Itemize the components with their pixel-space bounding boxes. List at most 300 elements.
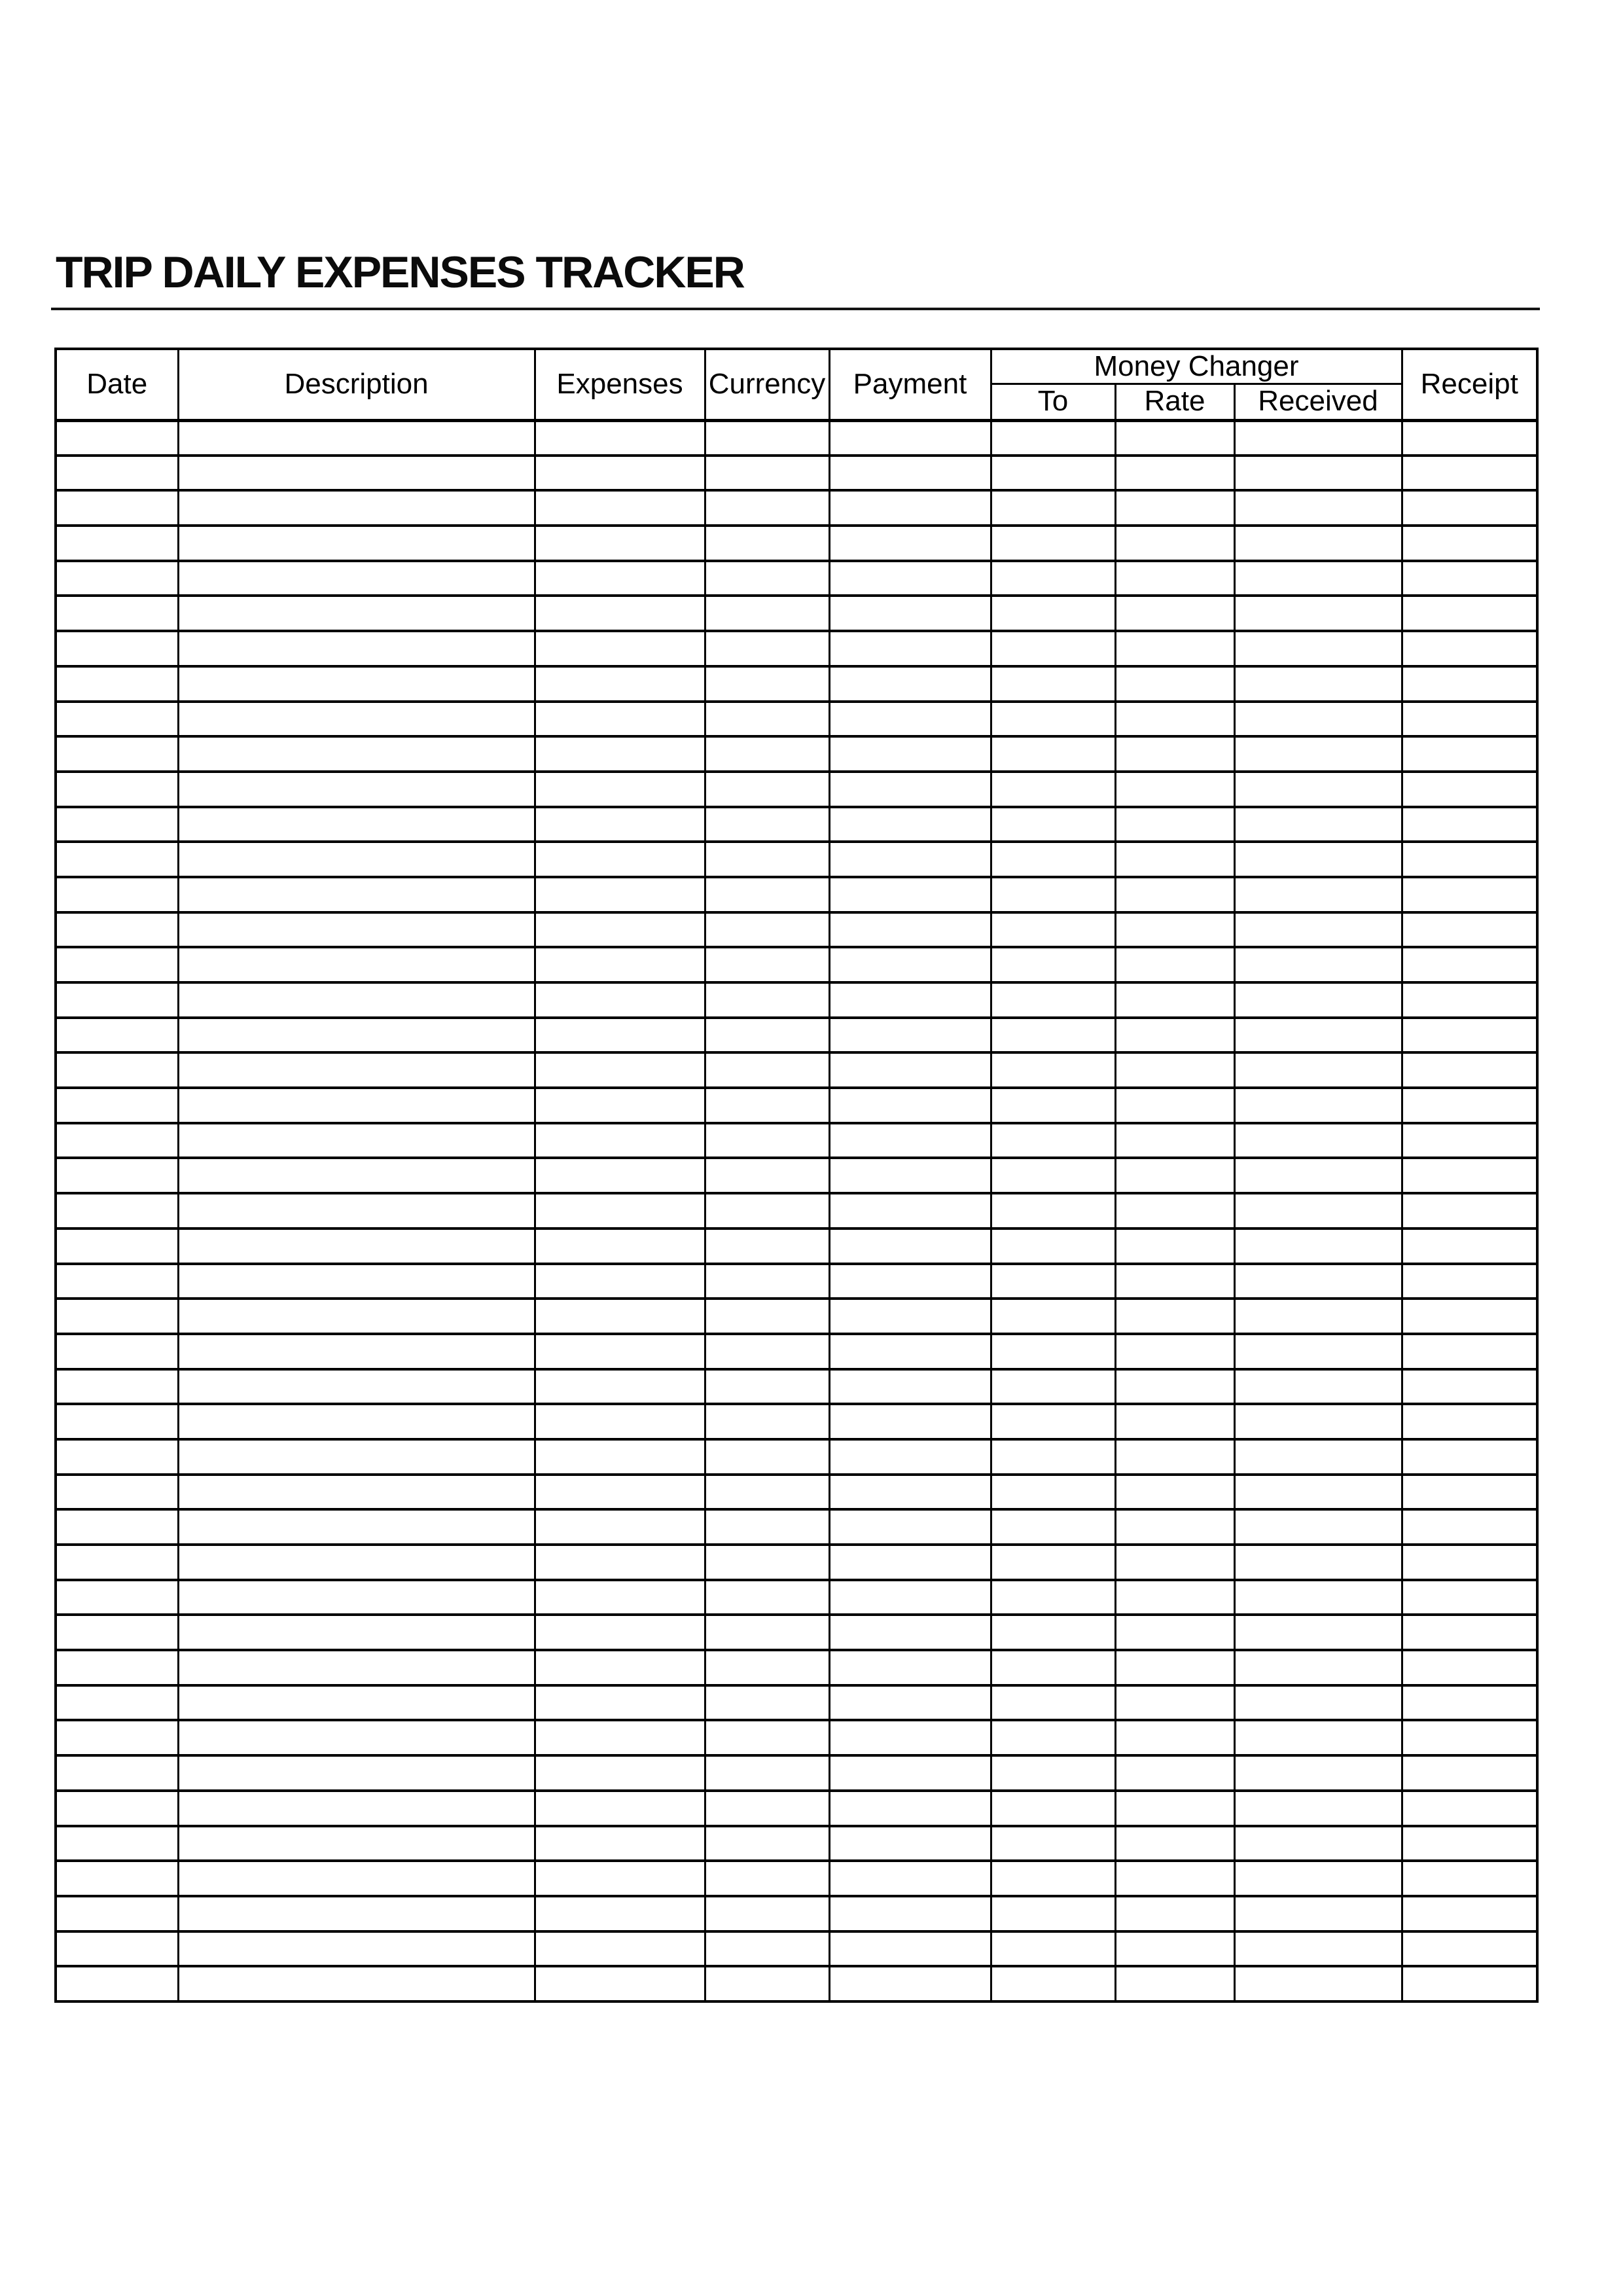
cell-currency — [705, 1123, 829, 1158]
cell-currency — [705, 807, 829, 842]
cell-expenses — [535, 947, 705, 982]
table-row — [56, 1299, 1537, 1334]
cell-rate — [1115, 561, 1234, 596]
cell-to — [991, 1018, 1115, 1053]
cell-currency — [705, 526, 829, 561]
cell-payment — [829, 1264, 991, 1299]
cell-rate — [1115, 1791, 1234, 1826]
cell-to — [991, 420, 1115, 456]
cell-payment — [829, 1193, 991, 1229]
cell-rate — [1115, 1404, 1234, 1439]
cell-expenses — [535, 456, 705, 491]
cell-currency — [705, 456, 829, 491]
cell-rate — [1115, 420, 1234, 456]
cell-received — [1234, 912, 1402, 948]
table-row — [56, 1755, 1537, 1791]
cell-expenses — [535, 1826, 705, 1861]
cell-received — [1234, 1052, 1402, 1088]
cell-currency — [705, 702, 829, 737]
cell-to — [991, 490, 1115, 526]
cell-expenses — [535, 1229, 705, 1264]
cell-date — [56, 1580, 178, 1615]
cell-payment — [829, 1229, 991, 1264]
cell-date — [56, 1755, 178, 1791]
cell-currency — [705, 666, 829, 702]
cell-currency — [705, 490, 829, 526]
cell-currency — [705, 1931, 829, 1967]
cell-expenses — [535, 842, 705, 877]
cell-description — [178, 420, 535, 456]
col-header-receipt: Receipt — [1402, 349, 1537, 420]
cell-receipt — [1402, 1439, 1537, 1475]
cell-receipt — [1402, 1826, 1537, 1861]
cell-date — [56, 1299, 178, 1334]
cell-currency — [705, 1545, 829, 1580]
cell-received — [1234, 1931, 1402, 1967]
cell-date — [56, 1439, 178, 1475]
cell-receipt — [1402, 1158, 1537, 1193]
cell-rate — [1115, 666, 1234, 702]
table-row — [56, 631, 1537, 666]
cell-receipt — [1402, 1299, 1537, 1334]
cell-expenses — [535, 1580, 705, 1615]
cell-date — [56, 1896, 178, 1931]
cell-date — [56, 982, 178, 1018]
cell-rate — [1115, 1650, 1234, 1685]
cell-rate — [1115, 1193, 1234, 1229]
table-row — [56, 1193, 1537, 1229]
cell-payment — [829, 1475, 991, 1510]
cell-currency — [705, 1264, 829, 1299]
cell-receipt — [1402, 1861, 1537, 1896]
cell-payment — [829, 982, 991, 1018]
cell-date — [56, 596, 178, 631]
table-row — [56, 1439, 1537, 1475]
cell-rate — [1115, 736, 1234, 772]
cell-receipt — [1402, 1650, 1537, 1685]
cell-receipt — [1402, 1369, 1537, 1405]
cell-currency — [705, 877, 829, 912]
cell-to — [991, 1826, 1115, 1861]
cell-description — [178, 1931, 535, 1967]
cell-description — [178, 1264, 535, 1299]
cell-received — [1234, 1123, 1402, 1158]
col-header-to: To — [991, 384, 1115, 420]
cell-currency — [705, 772, 829, 807]
cell-rate — [1115, 1826, 1234, 1861]
cell-currency — [705, 842, 829, 877]
cell-date — [56, 1861, 178, 1896]
cell-to — [991, 456, 1115, 491]
cell-currency — [705, 1650, 829, 1685]
cell-payment — [829, 702, 991, 737]
cell-currency — [705, 1088, 829, 1123]
cell-received — [1234, 1580, 1402, 1615]
cell-received — [1234, 702, 1402, 737]
cell-to — [991, 947, 1115, 982]
cell-date — [56, 490, 178, 526]
table-row — [56, 1685, 1537, 1721]
cell-description — [178, 1650, 535, 1685]
cell-date — [56, 1193, 178, 1229]
cell-expenses — [535, 1369, 705, 1405]
cell-to — [991, 1264, 1115, 1299]
cell-receipt — [1402, 456, 1537, 491]
cell-rate — [1115, 1861, 1234, 1896]
cell-received — [1234, 1475, 1402, 1510]
col-header-rate: Rate — [1115, 384, 1234, 420]
cell-to — [991, 1404, 1115, 1439]
cell-to — [991, 1475, 1115, 1510]
cell-receipt — [1402, 1791, 1537, 1826]
cell-receipt — [1402, 702, 1537, 737]
cell-received — [1234, 1545, 1402, 1580]
cell-description — [178, 1369, 535, 1405]
cell-date — [56, 1018, 178, 1053]
cell-payment — [829, 1966, 991, 2001]
cell-rate — [1115, 1931, 1234, 1967]
cell-rate — [1115, 596, 1234, 631]
table-row — [56, 736, 1537, 772]
cell-currency — [705, 1720, 829, 1755]
cell-description — [178, 947, 535, 982]
col-header-money-changer: Money Changer — [991, 349, 1402, 384]
cell-receipt — [1402, 1755, 1537, 1791]
cell-expenses — [535, 912, 705, 948]
cell-expenses — [535, 1404, 705, 1439]
cell-date — [56, 1158, 178, 1193]
table-row — [56, 1861, 1537, 1896]
cell-receipt — [1402, 1966, 1537, 2001]
table-row — [56, 1966, 1537, 2001]
cell-expenses — [535, 1264, 705, 1299]
cell-payment — [829, 1509, 991, 1545]
cell-description — [178, 1334, 535, 1369]
table-row — [56, 1088, 1537, 1123]
cell-received — [1234, 1861, 1402, 1896]
table-row — [56, 982, 1537, 1018]
cell-expenses — [535, 1509, 705, 1545]
cell-date — [56, 1650, 178, 1685]
cell-expenses — [535, 1052, 705, 1088]
cell-payment — [829, 1580, 991, 1615]
table-row — [56, 1404, 1537, 1439]
cell-to — [991, 1545, 1115, 1580]
cell-receipt — [1402, 1123, 1537, 1158]
cell-description — [178, 877, 535, 912]
cell-to — [991, 1158, 1115, 1193]
cell-currency — [705, 1052, 829, 1088]
cell-payment — [829, 1299, 991, 1334]
cell-received — [1234, 1439, 1402, 1475]
cell-date — [56, 1088, 178, 1123]
cell-expenses — [535, 631, 705, 666]
cell-rate — [1115, 1018, 1234, 1053]
cell-to — [991, 772, 1115, 807]
table-row — [56, 912, 1537, 948]
cell-description — [178, 1685, 535, 1721]
cell-receipt — [1402, 1509, 1537, 1545]
cell-currency — [705, 912, 829, 948]
cell-expenses — [535, 1650, 705, 1685]
cell-rate — [1115, 1475, 1234, 1510]
cell-receipt — [1402, 1018, 1537, 1053]
cell-currency — [705, 1475, 829, 1510]
cell-expenses — [535, 1755, 705, 1791]
cell-to — [991, 842, 1115, 877]
cell-description — [178, 807, 535, 842]
cell-description — [178, 982, 535, 1018]
cell-received — [1234, 1720, 1402, 1755]
cell-date — [56, 772, 178, 807]
cell-rate — [1115, 526, 1234, 561]
cell-date — [56, 526, 178, 561]
cell-payment — [829, 772, 991, 807]
cell-date — [56, 1369, 178, 1405]
table-row — [56, 420, 1537, 456]
cell-description — [178, 842, 535, 877]
cell-receipt — [1402, 1334, 1537, 1369]
table-row — [56, 772, 1537, 807]
cell-date — [56, 1404, 178, 1439]
cell-received — [1234, 1791, 1402, 1826]
cell-received — [1234, 1088, 1402, 1123]
cell-received — [1234, 947, 1402, 982]
cell-expenses — [535, 877, 705, 912]
cell-date — [56, 456, 178, 491]
cell-to — [991, 1052, 1115, 1088]
cell-received — [1234, 1966, 1402, 2001]
cell-received — [1234, 1755, 1402, 1791]
cell-description — [178, 1545, 535, 1580]
table-row — [56, 1896, 1537, 1931]
cell-to — [991, 1580, 1115, 1615]
cell-to — [991, 1439, 1115, 1475]
cell-description — [178, 561, 535, 596]
cell-received — [1234, 982, 1402, 1018]
cell-description — [178, 1475, 535, 1510]
cell-date — [56, 1685, 178, 1721]
cell-received — [1234, 666, 1402, 702]
cell-payment — [829, 1123, 991, 1158]
cell-received — [1234, 1650, 1402, 1685]
cell-payment — [829, 526, 991, 561]
cell-received — [1234, 772, 1402, 807]
cell-to — [991, 1369, 1115, 1405]
cell-description — [178, 666, 535, 702]
cell-received — [1234, 1264, 1402, 1299]
cell-currency — [705, 1334, 829, 1369]
cell-received — [1234, 420, 1402, 456]
col-header-date: Date — [56, 349, 178, 420]
cell-description — [178, 1193, 535, 1229]
cell-receipt — [1402, 526, 1537, 561]
cell-description — [178, 1509, 535, 1545]
cell-date — [56, 1966, 178, 2001]
cell-receipt — [1402, 772, 1537, 807]
cell-description — [178, 490, 535, 526]
cell-currency — [705, 1193, 829, 1229]
cell-date — [56, 1791, 178, 1826]
cell-to — [991, 666, 1115, 702]
cell-payment — [829, 1896, 991, 1931]
cell-to — [991, 1615, 1115, 1650]
cell-receipt — [1402, 982, 1537, 1018]
expenses-table — [54, 348, 1539, 2003]
cell-description — [178, 526, 535, 561]
cell-receipt — [1402, 736, 1537, 772]
table-row — [56, 807, 1537, 842]
cell-date — [56, 666, 178, 702]
cell-rate — [1115, 1509, 1234, 1545]
cell-description — [178, 1299, 535, 1334]
table-row — [56, 1580, 1537, 1615]
cell-received — [1234, 1509, 1402, 1545]
cell-expenses — [535, 772, 705, 807]
cell-date — [56, 420, 178, 456]
cell-payment — [829, 1650, 991, 1685]
table-row — [56, 1052, 1537, 1088]
cell-description — [178, 1123, 535, 1158]
cell-received — [1234, 1018, 1402, 1053]
cell-currency — [705, 1896, 829, 1931]
cell-payment — [829, 490, 991, 526]
cell-to — [991, 1720, 1115, 1755]
cell-date — [56, 561, 178, 596]
cell-received — [1234, 736, 1402, 772]
cell-date — [56, 1123, 178, 1158]
cell-description — [178, 1896, 535, 1931]
cell-receipt — [1402, 1545, 1537, 1580]
cell-receipt — [1402, 561, 1537, 596]
cell-to — [991, 1193, 1115, 1229]
cell-to — [991, 1791, 1115, 1826]
table-row — [56, 1931, 1537, 1967]
cell-rate — [1115, 1158, 1234, 1193]
cell-rate — [1115, 1966, 1234, 2001]
cell-received — [1234, 1615, 1402, 1650]
cell-expenses — [535, 1439, 705, 1475]
cell-currency — [705, 1685, 829, 1721]
cell-to — [991, 1931, 1115, 1967]
cell-expenses — [535, 1615, 705, 1650]
cell-receipt — [1402, 596, 1537, 631]
cell-rate — [1115, 702, 1234, 737]
table-row — [56, 1369, 1537, 1405]
cell-payment — [829, 1931, 991, 1967]
cell-received — [1234, 490, 1402, 526]
cell-payment — [829, 1791, 991, 1826]
cell-payment — [829, 1439, 991, 1475]
cell-expenses — [535, 736, 705, 772]
cell-received — [1234, 807, 1402, 842]
cell-currency — [705, 1158, 829, 1193]
table-header — [56, 349, 1537, 420]
col-header-expenses: Expenses — [535, 349, 705, 420]
cell-to — [991, 1685, 1115, 1721]
table-row — [56, 596, 1537, 631]
table-row — [56, 1791, 1537, 1826]
table-row — [56, 1720, 1537, 1755]
cell-date — [56, 1334, 178, 1369]
cell-to — [991, 912, 1115, 948]
cell-to — [991, 1966, 1115, 2001]
cell-expenses — [535, 807, 705, 842]
cell-receipt — [1402, 1615, 1537, 1650]
cell-description — [178, 1615, 535, 1650]
cell-currency — [705, 1439, 829, 1475]
cell-to — [991, 736, 1115, 772]
cell-date — [56, 1615, 178, 1650]
cell-rate — [1115, 1580, 1234, 1615]
cell-receipt — [1402, 1475, 1537, 1510]
cell-description — [178, 702, 535, 737]
table-row — [56, 947, 1537, 982]
cell-rate — [1115, 842, 1234, 877]
cell-payment — [829, 1052, 991, 1088]
cell-to — [991, 1334, 1115, 1369]
cell-received — [1234, 1826, 1402, 1861]
cell-rate — [1115, 1299, 1234, 1334]
cell-expenses — [535, 526, 705, 561]
cell-description — [178, 631, 535, 666]
cell-currency — [705, 561, 829, 596]
cell-date — [56, 1475, 178, 1510]
cell-rate — [1115, 1264, 1234, 1299]
cell-expenses — [535, 1018, 705, 1053]
cell-description — [178, 1052, 535, 1088]
cell-rate — [1115, 1755, 1234, 1791]
cell-expenses — [535, 702, 705, 737]
cell-payment — [829, 1404, 991, 1439]
cell-date — [56, 1509, 178, 1545]
cell-rate — [1115, 912, 1234, 948]
cell-rate — [1115, 982, 1234, 1018]
cell-rate — [1115, 1615, 1234, 1650]
cell-description — [178, 772, 535, 807]
cell-receipt — [1402, 1193, 1537, 1229]
cell-expenses — [535, 490, 705, 526]
cell-payment — [829, 1018, 991, 1053]
cell-rate — [1115, 1896, 1234, 1931]
cell-receipt — [1402, 1685, 1537, 1721]
title-underline-rule — [51, 308, 1540, 310]
cell-payment — [829, 1720, 991, 1755]
cell-receipt — [1402, 877, 1537, 912]
table-row — [56, 1475, 1537, 1510]
cell-to — [991, 807, 1115, 842]
cell-receipt — [1402, 1896, 1537, 1931]
cell-rate — [1115, 1720, 1234, 1755]
cell-date — [56, 1545, 178, 1580]
table-row — [56, 1545, 1537, 1580]
page-title: TRIP DAILY EXPENSES TRACKER — [56, 247, 744, 297]
cell-currency — [705, 1404, 829, 1439]
cell-received — [1234, 1158, 1402, 1193]
cell-description — [178, 1861, 535, 1896]
cell-to — [991, 526, 1115, 561]
cell-rate — [1115, 1229, 1234, 1264]
cell-payment — [829, 1685, 991, 1721]
cell-receipt — [1402, 490, 1537, 526]
cell-currency — [705, 947, 829, 982]
cell-description — [178, 1966, 535, 2001]
cell-receipt — [1402, 420, 1537, 456]
cell-receipt — [1402, 631, 1537, 666]
cell-description — [178, 1404, 535, 1439]
cell-description — [178, 1791, 535, 1826]
cell-date — [56, 702, 178, 737]
